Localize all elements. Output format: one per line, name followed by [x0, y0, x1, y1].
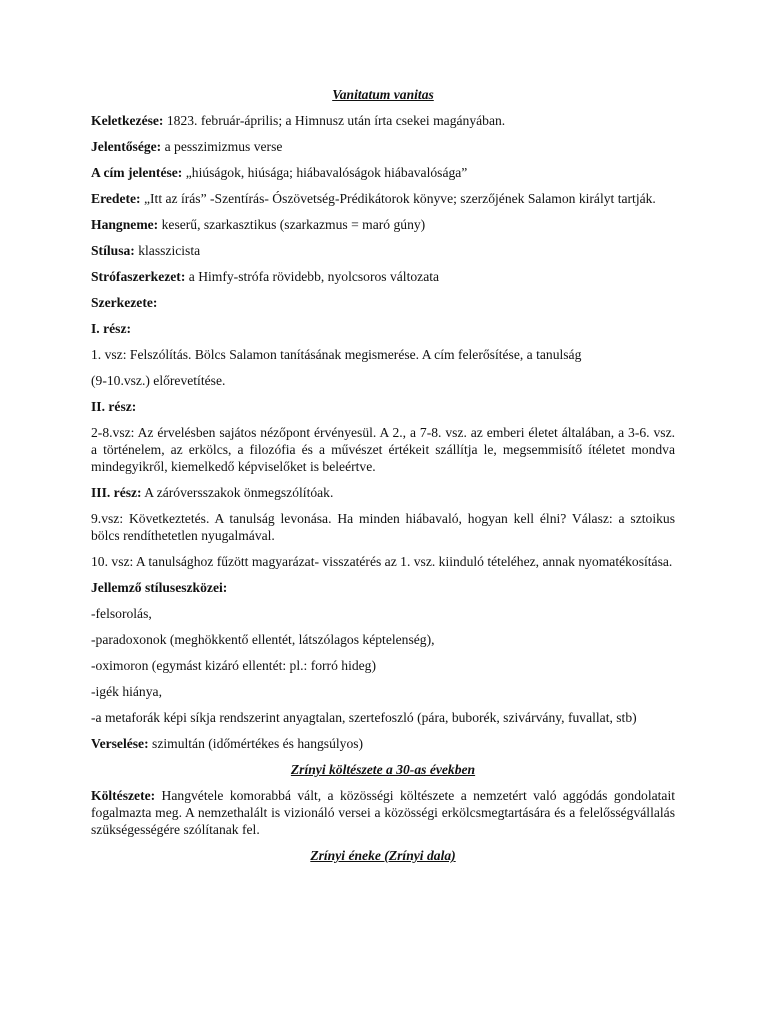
stilusa-text: klasszicista [134, 243, 201, 258]
verselese-text: szimultán (időmértékes és hangsúlyos) [148, 736, 364, 751]
resz1-label: I. rész: [91, 321, 132, 336]
jellemzo-item: -a metaforák képi síkja rendszerint anyagtalan, szertefoszló (pára, buborék, szivárvány, fuvallat, stb) [91, 710, 637, 725]
verselese-paragraph [91, 735, 675, 752]
kolteszete-text: Hangvétele komorabbá vált, a közösségi költészete a nemzetért való aggódás gondolatait fogalmazta meg. A nemzethalált is vizionáló versei a közösségi erkölcsmegtartására és a felelősségvállalás szükségességére szólítanak fel. [91, 788, 675, 837]
jelentosege-label: Jelentősége: [91, 139, 162, 154]
strofa-label: Strófaszerkezet: [91, 269, 186, 284]
document-title: Vanitatum vanitas [332, 87, 434, 102]
resz1-heading [91, 320, 675, 337]
resz3-p1: 9.vsz: Következtetés. A tanulság levonása. Ha minden hiábavaló, hogyan kell élni? Válasz: a sztoikus bölcs rendíthetetlen nyugalmával. [91, 511, 675, 543]
keletkezese-paragraph [91, 112, 675, 129]
keletkezese-label: Keletkezése: [91, 113, 164, 128]
hangneme-paragraph [91, 216, 675, 233]
szerkezete-heading [91, 294, 675, 311]
jelentosege-paragraph [91, 138, 675, 155]
jellemzo-item: -igék hiánya, [91, 684, 162, 699]
resz1-line2: (9-10.vsz.) előrevetítése. [91, 373, 226, 388]
jelentosege-text: a pesszimizmus verse [161, 139, 283, 154]
stilusa-label: Stílusa: [91, 243, 135, 258]
hangneme-text: keserű, szarkasztikus (szarkazmus = maró gúny) [158, 217, 426, 232]
resz3-p2: 10. vsz: A tanulsághoz fűzött magyarázat- visszatérés az 1. vsz. kiinduló tételéhez, annak nyomatékosítása. [91, 554, 673, 569]
resz2-paragraph: 2-8.vsz: Az érvelésben sajátos nézőpont érvényesül. A 2., a 7-8. vsz. az emberi életet általában, a 3-6. vsz. a történelem, az erkölcs, a filozófia és a művészet értékeit szállítja le, megsemmisítő ítéletet mondva mindegyikről, kiemelkedő képviselőket is beleértve. [91, 425, 675, 474]
jellemzo-heading [91, 579, 675, 596]
strofa-text: a Himfy-strófa rövidebb, nyolcsoros változata [185, 269, 440, 284]
cim-label: A cím jelentése: [91, 165, 183, 180]
jellemzo-item: -felsorolás, [91, 606, 152, 621]
document-body [91, 86, 675, 873]
kolteszete-label: Költészete: [91, 788, 156, 803]
szerkezete-label: Szerkezete: [91, 295, 158, 310]
cim-paragraph [91, 164, 675, 181]
strofa-paragraph [91, 268, 675, 285]
resz3-text: A záróversszakok önmegszólítóak. [141, 485, 334, 500]
resz2-label: II. rész: [91, 399, 137, 414]
resz2-heading [91, 398, 675, 415]
jellemzo-item: -paradoxonok (meghökkentő ellentét, látszólagos képtelenség), [91, 632, 435, 647]
stilusa-paragraph [91, 242, 675, 259]
resz3-paragraph [91, 484, 675, 501]
hangneme-label: Hangneme: [91, 217, 159, 232]
eredete-text: „Itt az írás” -Szentírás- Ószövetség-Prédikátorok könyve; szerzőjének Salamon királyt tartják. [140, 191, 656, 206]
verselese-label: Verselése: [91, 736, 149, 751]
keletkezese-text: 1823. február-április; a Himnusz után írta csekei magányában. [163, 113, 506, 128]
zrinyi-section-title: Zrínyi költészete a 30-as években [290, 762, 476, 777]
resz3-label: III. rész: [91, 485, 142, 500]
zrinyi-enek-title: Zrínyi éneke (Zrínyi dala) [310, 848, 456, 863]
eredete-paragraph [91, 190, 675, 207]
resz1-line1: 1. vsz: Felszólítás. Bölcs Salamon tanításának megismerése. A cím felerősítése, a tanulság [91, 347, 582, 362]
eredete-label: Eredete: [91, 191, 141, 206]
kolteszete-paragraph [91, 787, 675, 838]
cim-text: „hiúságok, hiúsága; hiábavalóságok hiábavalósága” [182, 165, 468, 180]
jellemzo-item: -oximoron (egymást kizáró ellentét: pl.: forró hideg) [91, 658, 377, 673]
jellemzo-label: Jellemző stíluseszközei: [91, 580, 228, 595]
